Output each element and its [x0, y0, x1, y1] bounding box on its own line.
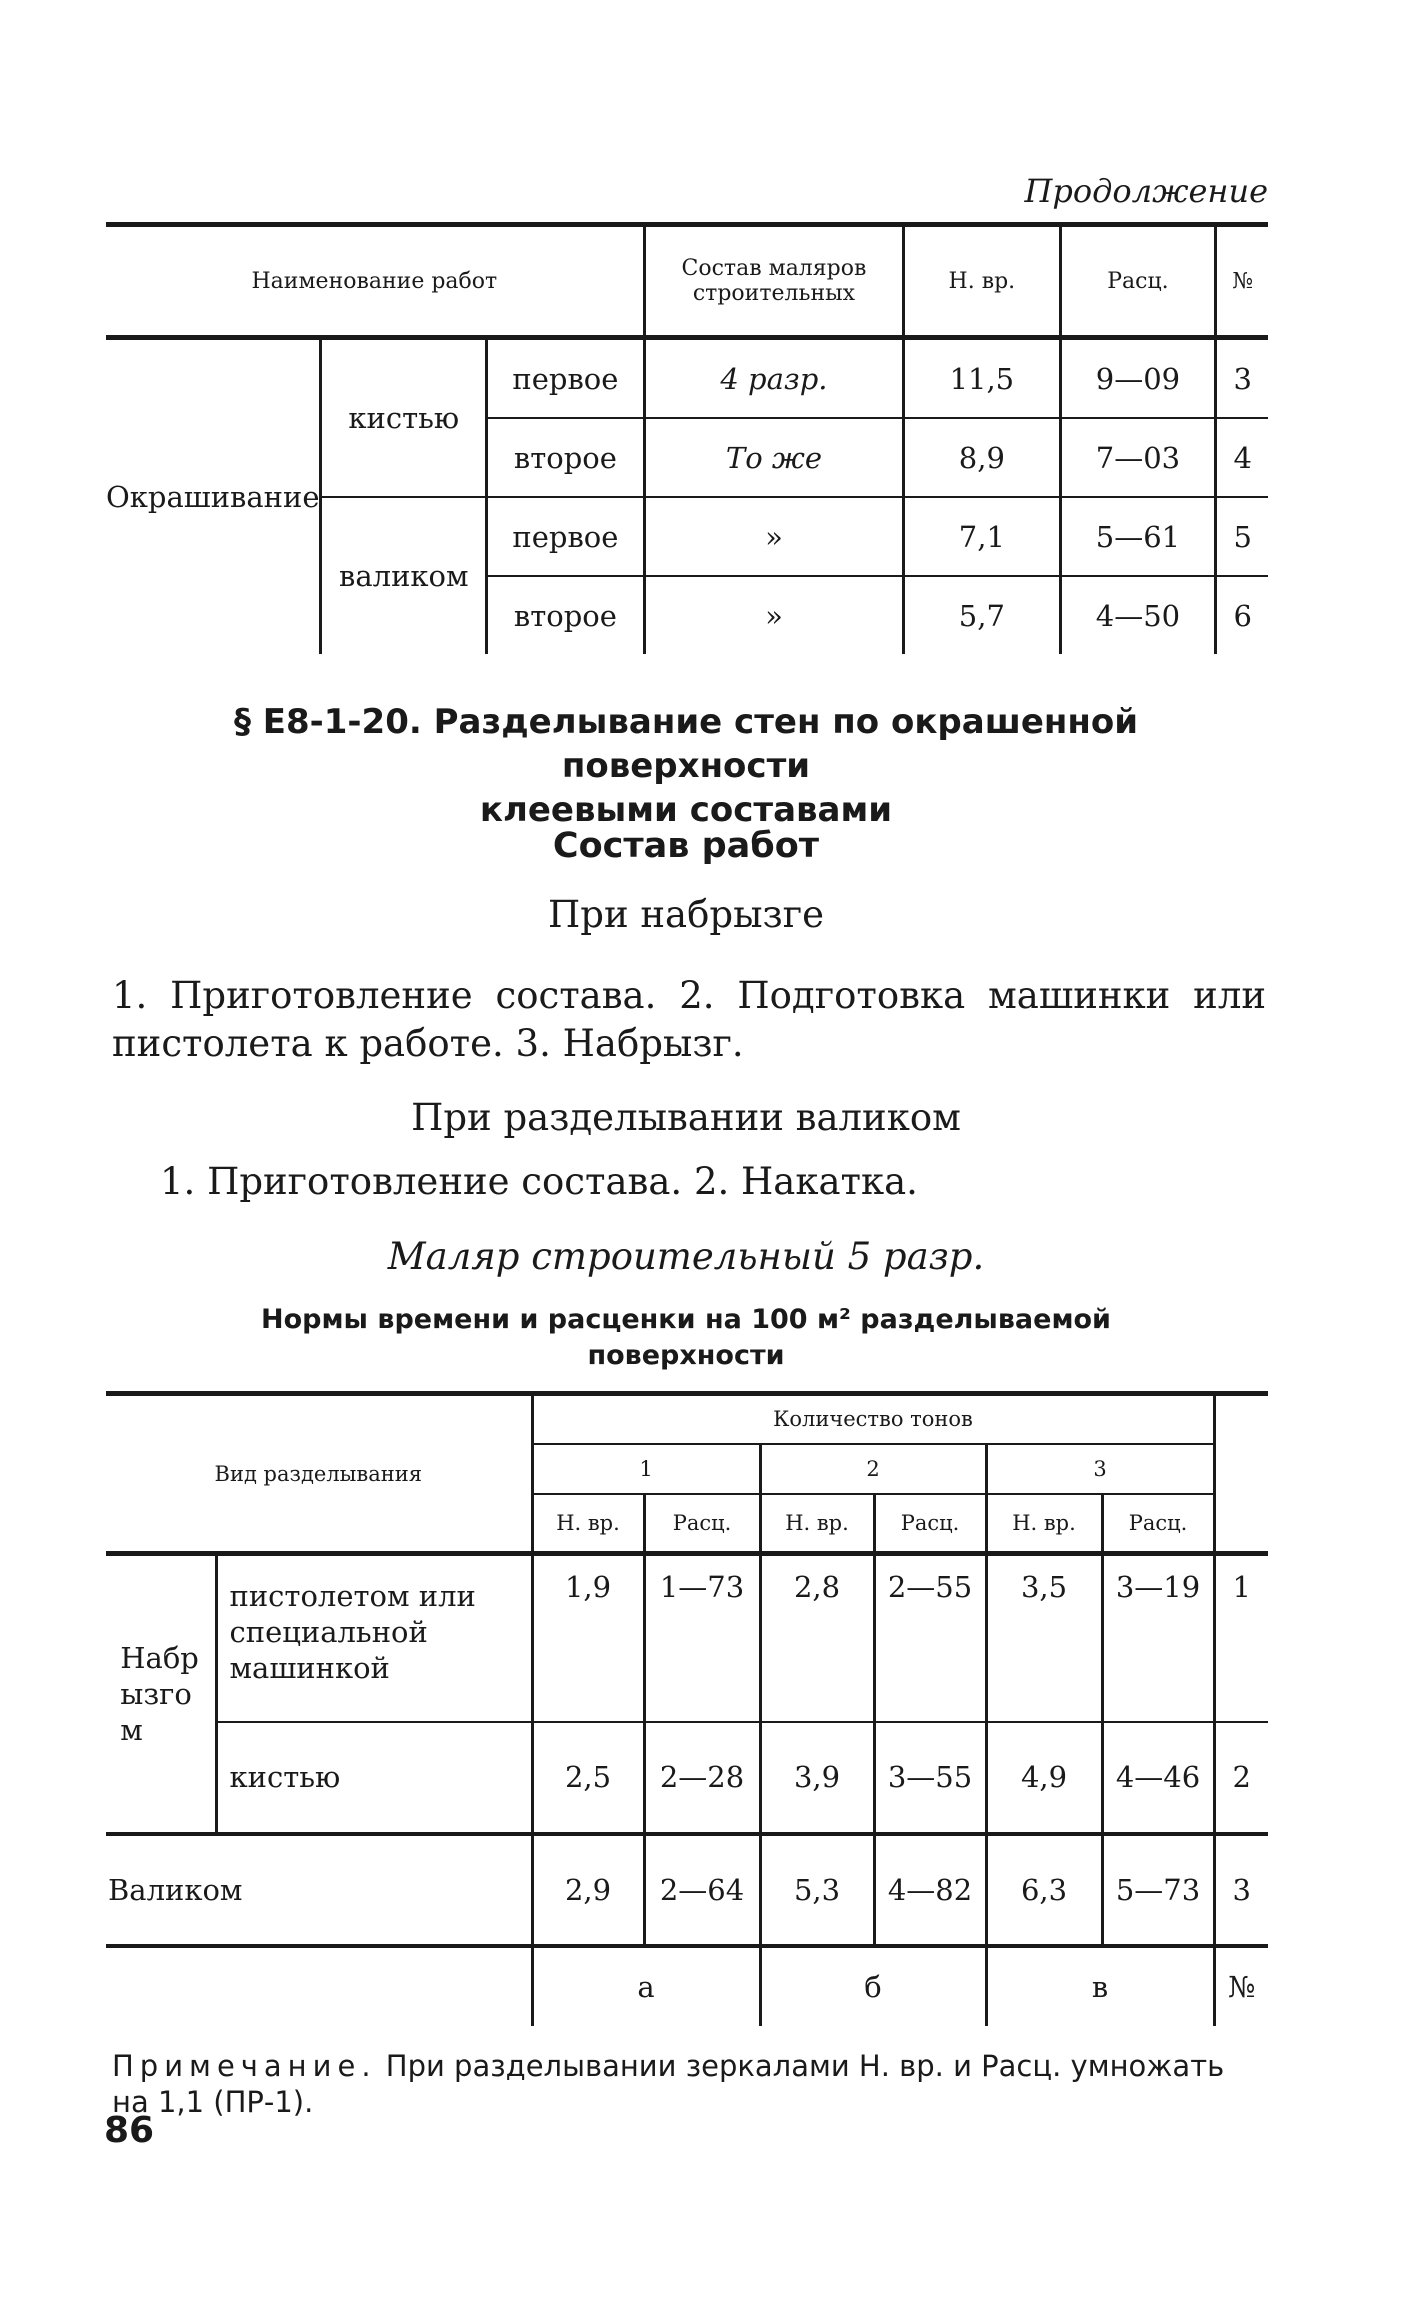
row-number: 3 — [1214, 1834, 1268, 1946]
value-cell: 1—73 — [644, 1554, 760, 1722]
group-painting: Окрашивание — [106, 480, 320, 514]
continuation-label: Продолжение — [1024, 172, 1268, 210]
composition: » — [644, 497, 904, 576]
value-cell: 2,8 — [760, 1554, 874, 1722]
sub-rate: Расц. — [874, 1494, 986, 1554]
value-cell: 2,5 — [532, 1722, 644, 1834]
header-tones: Количество тонов — [532, 1394, 1214, 1444]
section-title — [106, 700, 1266, 832]
time-value: 11,5 — [904, 338, 1060, 419]
header-number-blank — [1214, 1394, 1268, 1554]
work-composition-heading: Состав работ — [552, 826, 820, 866]
value-cell: 2—55 — [874, 1554, 986, 1722]
value-cell: 2—28 — [644, 1722, 760, 1834]
value-cell: 2—64 — [644, 1834, 760, 1946]
roller-heading: При разделывании валиком — [411, 1096, 961, 1139]
composition: » — [644, 576, 904, 654]
footer-number: № — [1214, 1946, 1268, 2026]
table-row — [106, 1834, 1268, 1946]
footer-col-b: б — [760, 1946, 986, 2026]
painting-norms-table — [106, 222, 1268, 654]
note-label: Примечание. — [112, 2049, 377, 2083]
header-rate: Расц. — [1060, 225, 1216, 338]
method-roller: валиком — [321, 497, 487, 654]
header-number: № — [1216, 225, 1268, 338]
rate-value: 4—50 — [1060, 576, 1216, 654]
sub-time: Н. вр. — [532, 1494, 644, 1554]
sub-time: Н. вр. — [760, 1494, 874, 1554]
composition: 4 разр. — [644, 338, 904, 419]
rate-value: 9—09 — [1060, 338, 1216, 419]
value-cell: 4—46 — [1102, 1722, 1214, 1834]
value-cell: 4—82 — [874, 1834, 986, 1946]
texturing-norms-table — [106, 1391, 1268, 2026]
section-title-line2: клеевыми составами — [479, 790, 893, 830]
sub-rate: Расц. — [1102, 1494, 1214, 1554]
header-composition: Состав маляров строительных — [644, 225, 904, 338]
value-cell: 3,5 — [986, 1554, 1102, 1722]
rate-value: 7—03 — [1060, 418, 1216, 497]
coat: первое — [487, 497, 645, 576]
header-type: Вид разделывания — [106, 1394, 532, 1554]
norms-caption — [106, 1302, 1266, 1374]
tone-col-3: 3 — [986, 1444, 1214, 1494]
value-cell: 6,3 — [986, 1834, 1102, 1946]
coat: первое — [487, 338, 645, 419]
row-number: 6 — [1216, 576, 1268, 654]
time-value: 7,1 — [904, 497, 1060, 576]
note — [112, 2048, 1266, 2120]
footer-col-a: а — [532, 1946, 760, 2026]
header-work-name: Наименование работ — [106, 225, 644, 338]
row-label: кистью — [216, 1722, 532, 1834]
tone-col-1: 1 — [532, 1444, 760, 1494]
row-number: 3 — [1216, 338, 1268, 419]
coat: второе — [487, 576, 645, 654]
value-cell: 5,3 — [760, 1834, 874, 1946]
composition: То же — [644, 418, 904, 497]
method-brush: кистью — [321, 338, 487, 498]
value-cell: 2,9 — [532, 1834, 644, 1946]
norms-caption-line2: поверхности — [587, 1340, 785, 1371]
value-cell: 3—55 — [874, 1722, 986, 1834]
note-text: При разделывании зеркалами Н. вр. и Расц. умножать на 1,1 (ПР-1). — [112, 2049, 1225, 2119]
table-row — [106, 338, 1268, 419]
row-number: 4 — [1216, 418, 1268, 497]
row-label: пистолетом или специальной машинкой — [216, 1554, 532, 1722]
group-spray: Набрызгом — [106, 1554, 216, 1834]
coat: второе — [487, 418, 645, 497]
sub-time: Н. вр. — [986, 1494, 1102, 1554]
footer-col-v: в — [986, 1946, 1214, 2026]
time-value: 8,9 — [904, 418, 1060, 497]
footer-row — [106, 1946, 1268, 2026]
rate-value: 5—61 — [1060, 497, 1216, 576]
value-cell: 3,9 — [760, 1722, 874, 1834]
norms-caption-line1: Нормы времени и расценки на 100 м² разделываемой — [261, 1304, 1111, 1335]
roller-steps: 1. Приготовление состава. 2. Накатка. — [160, 1160, 918, 1203]
row-label: Валиком — [106, 1834, 532, 1946]
header-time: Н. вр. — [904, 225, 1060, 338]
value-cell: 1,9 — [532, 1554, 644, 1722]
section-title-line1: § Е8-1-20. Разделывание стен по окрашенной поверхности — [233, 702, 1139, 786]
row-number: 5 — [1216, 497, 1268, 576]
sub-rate: Расц. — [644, 1494, 760, 1554]
tone-col-2: 2 — [760, 1444, 986, 1494]
table-row — [106, 1722, 1268, 1834]
spray-steps: 1. Приготовление состава. 2. Подготовка машинки или пистолета к работе. 3. Набрызг. — [112, 974, 1266, 1065]
worker-grade: Маляр строительный 5 разр. — [387, 1235, 985, 1278]
value-cell: 4,9 — [986, 1722, 1102, 1834]
spray-heading: При набрызге — [548, 893, 824, 936]
table-row — [106, 1554, 1268, 1722]
row-number: 2 — [1214, 1722, 1268, 1834]
row-number: 1 — [1214, 1554, 1268, 1722]
value-cell: 5—73 — [1102, 1834, 1214, 1946]
value-cell: 3—19 — [1102, 1554, 1214, 1722]
time-value: 5,7 — [904, 576, 1060, 654]
page-number: 86 — [104, 2110, 155, 2151]
